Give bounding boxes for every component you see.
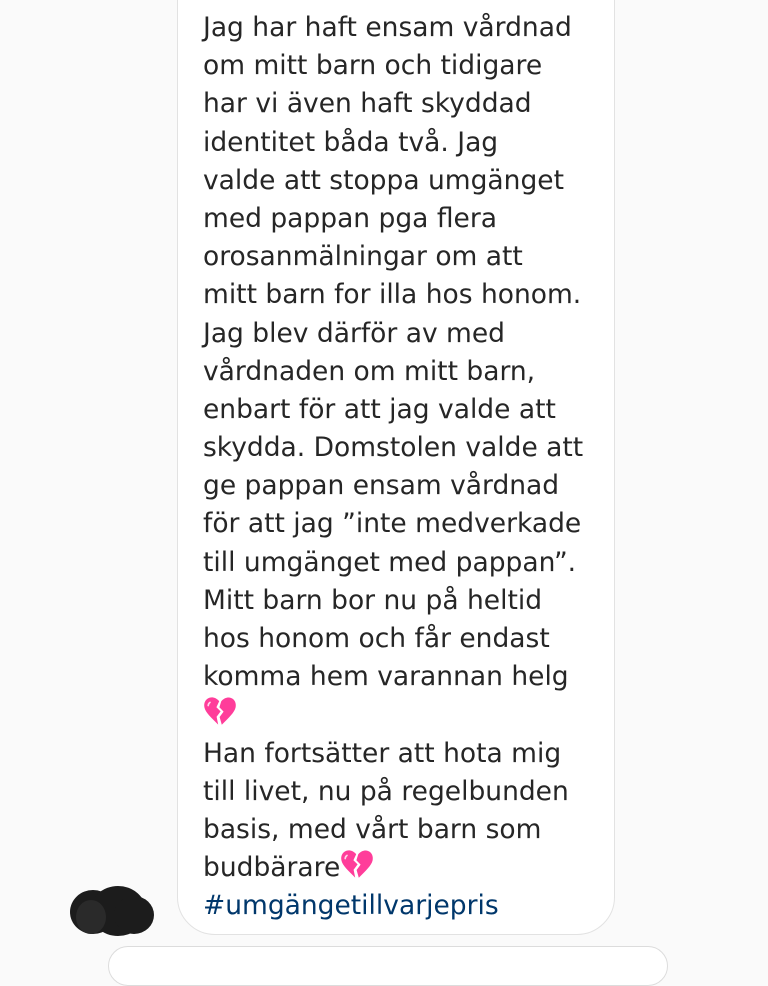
message-line: om mitt barn och tidigare (203, 50, 543, 82)
message-line: till livet, nu på regelbunden (203, 775, 569, 807)
message-line: basis, med vårt barn som (203, 813, 542, 845)
hashtag-link[interactable]: #umgängetillvarjepris (203, 890, 499, 922)
redaction-mark (76, 900, 106, 934)
message-line: för att jag ”inte medverkade (203, 508, 582, 540)
redaction-mark (114, 896, 154, 934)
message-line: enbart för att jag valde att (203, 393, 556, 425)
broken-heart-icon (340, 849, 374, 881)
message-line: identitet båda två. Jag (203, 126, 499, 158)
message-line: Han fortsätter att hota mig (203, 737, 562, 769)
avatar-redacted[interactable] (68, 886, 156, 938)
message-line: orosanmälningar om att (203, 241, 523, 273)
message-text (203, 9, 603, 926)
message-line: mitt barn for illa hos honom. (203, 279, 582, 311)
message-line: budbärare (203, 852, 341, 884)
message-line-last (203, 849, 603, 887)
message-input-bar[interactable] (108, 946, 668, 986)
message-line: Jag blev därför av med (203, 317, 505, 349)
message-line: vårdnaden om mitt barn, (203, 355, 536, 387)
broken-heart-icon (203, 696, 237, 728)
message-line: hos honom och får endast (203, 623, 550, 654)
message-line: ge pappan ensam vårdnad (203, 470, 560, 502)
message-line: med pappan pga flera (203, 202, 497, 234)
message-line: har vi även haft skyddad (203, 88, 532, 120)
message-line: skydda. Domstolen valde att (203, 432, 584, 464)
message-line: till umgänget med pappan”. (203, 546, 577, 578)
message-line-emoji (203, 696, 603, 734)
message-line: valde att stoppa umgänget (203, 164, 564, 196)
message-line: Jag har haft ensam vårdnad (203, 12, 572, 43)
message-line: komma hem varannan helg (203, 661, 569, 693)
message-line: Mitt barn bor nu på heltid (203, 584, 543, 616)
